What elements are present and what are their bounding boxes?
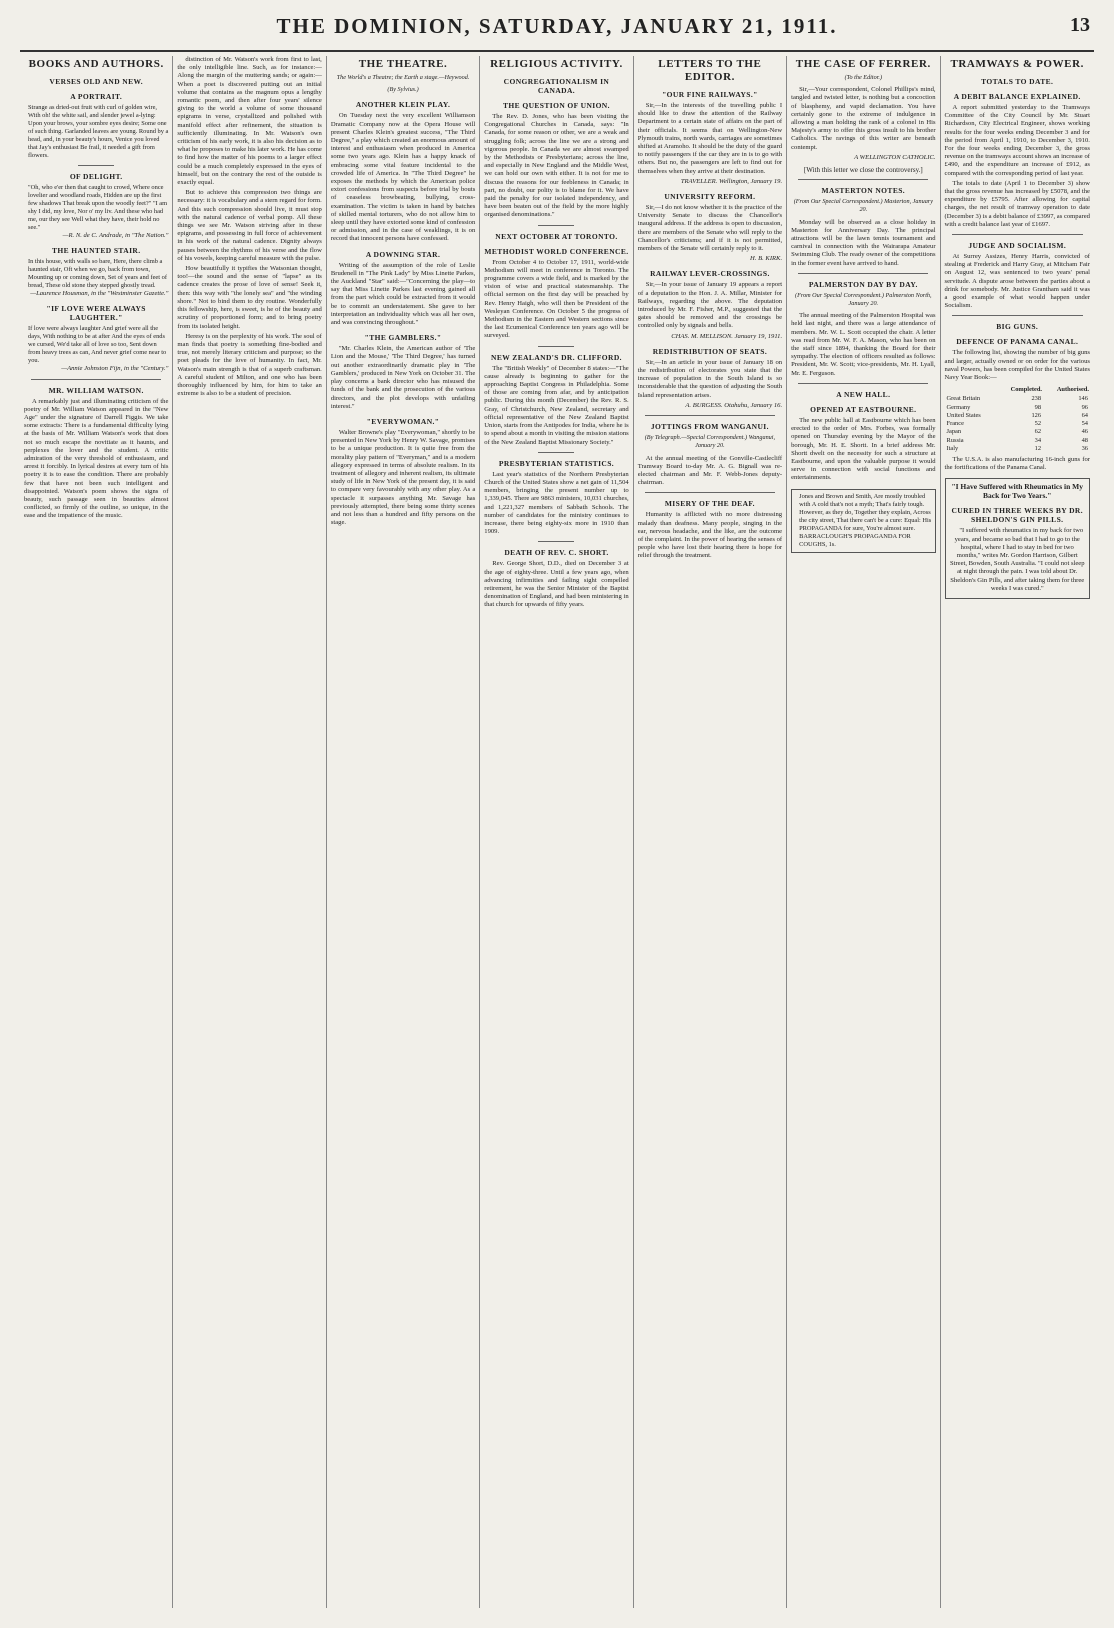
- article-paragraph: "Mr. Charles Klein, the American author of 'The Lion and the Mouse,' 'The Third Degree,' has turned out another extraordinarily dramatic play in 'The Gamblers,' produced in New York on October 31. The play concerns a bank director who has misused the funds of the bank and the prosecution of the various directors, and the plot develops with unfailing interest.": [330, 345, 476, 410]
- byline: The World's a Theatre; the Earth a stage.—Heywood.: [336, 74, 470, 81]
- article-paragraph: Walter Browne's play "Everywoman," shortly to be presented in New York by Henry W. Savage, promises to be a unique production. It is quite free from the morality play pattern of "Everyman," and is a modern allegory expressed in terms of absolute realism. In its treatment of allegory and inherent realism, its ultimate study of life in New York of the present day, it is said to compare very favourably with any other play. As a spectacle it surpasses anything Mr. Savage has previously attempted, there being some thirty scenes and not less than a hundred and fifty persons on the stage.: [330, 428, 476, 527]
- subheading: JUDGE AND SOCIALISM.: [968, 241, 1067, 251]
- masthead: [20, 8, 1094, 52]
- subheading: DEATH OF REV. C. SHORT.: [504, 548, 609, 558]
- subheading: A DOWNING STAR.: [365, 249, 441, 259]
- table-header: Authorised.: [1056, 386, 1089, 394]
- table-cell: United States: [946, 411, 981, 419]
- table-cell: Italy: [946, 444, 959, 452]
- column-letters-to-editor: [634, 56, 787, 1608]
- subheading: MISERY OF THE DEAF.: [664, 499, 755, 509]
- table-header: [945, 385, 998, 395]
- page-number: 13: [1070, 14, 1090, 36]
- columns: [20, 56, 1094, 1608]
- subheading: REDISTRIBUTION OF SEATS.: [652, 346, 768, 356]
- table-cell: 52: [1034, 420, 1042, 428]
- column-theatre: [327, 56, 480, 1608]
- advertisement: [945, 478, 1090, 599]
- letter-signature: TRAVELLER. Wellington, January 19.: [680, 177, 783, 185]
- column-tramways-power: [941, 56, 1094, 1608]
- subheading: NEXT OCTOBER AT TORONTO.: [495, 231, 618, 241]
- divider: [798, 179, 928, 180]
- divider: [78, 165, 114, 166]
- table-cell: 48: [1081, 436, 1088, 444]
- table-cell: 64: [1081, 411, 1088, 419]
- column-books-and-authors: [20, 56, 173, 1608]
- byline: (To the Editor.): [844, 74, 883, 81]
- advertisement: [791, 489, 935, 553]
- article-paragraph: The new public hall at Eastbourne which has been erected to the order of Mrs. Forbes, was formally opened on Thursday evening by the Mayor of the borough, Mr. H. E. Shortt. In a brief address Mr. Shortt dwelt on the necessity for such a structure at Eastbourne, and upon the valuable purpose it would serve in connection with social functions and entertainments.: [791, 416, 936, 482]
- letter-signature: H. B. KIRK.: [750, 255, 783, 263]
- letter-signature: A. BURGESS. Otahuhu, January 16.: [685, 401, 783, 409]
- table-row: [945, 437, 1090, 445]
- poem-text: If love were always laughter And grief were all the days, With nothing to be at after And the eyes of ends we cursed, We'd take all of love so too, Sent down from heavy trees as can, And never grief come near to you.: [28, 325, 167, 365]
- letter-paragraph: Sir,—I do not know whether it is the practice of the University Senate to discuss the Chancellor's inaugural address. If the address is open to discussion, there are members of the Senate who will reply to the Chancellor's criticisms; and if it is not permitted, members of the Senate will certainly reply to it.: [637, 204, 783, 253]
- poem-title: OF DELIGHT.: [69, 172, 123, 181]
- subheading: "THE GAMBLERS.": [364, 333, 442, 343]
- subheading: CONGREGATIONALISM IN CANADA.: [503, 77, 610, 95]
- article-paragraph: A report submitted yesterday to the Tramways Committee of the City Council by Mr. Stuart Richardson, City Electrical Engineer, shows working results for the four weeks ending December 3 and for the period from April 1, 1910, to December 3, 1910. For the four weeks ending December 3, the gross revenue on the tramways account shows an increase of £490, and the expenditure an increase of £912, as compared with the corresponding period of last year.: [944, 104, 1090, 177]
- poem-title: A PORTRAIT.: [70, 92, 123, 101]
- advertisement-text: "I suffered with rheumatics in my back for two years, and became so bad that I had to go to the hospital, where I had to stay in bed for two months," writes Mr. Gordon Harrison, Gilbert Street, Bowden, South Australia. "I could not sleep at night through the pain. I was told about Dr. Sheldon's Gin Pills, and after taking them for three weeks I was cured.": [949, 527, 1085, 592]
- column-religious-activity: [480, 56, 633, 1608]
- subheading: "OUR FINE RAILWAYS.": [662, 90, 758, 99]
- table-cell: 36: [1081, 444, 1088, 452]
- subheading: METHODIST WORLD CONFERENCE.: [484, 246, 629, 256]
- subheading: A NEW HALL.: [836, 389, 891, 399]
- article-paragraph: On Tuesday next the very excellent Williamson Dramatic Company now at the Opera House will present Charles Klein's greatest success, "The Third Degree," a play which created an enormous amount of interest and enthusiasm when produced in America some two years ago. Klein has a happy knack of embracing some vital feature incidental to the crowded life of America. In "The Third Degree" he exposes the methods by which the American police extort confessions from suspects before trial by bouts of ceaseless browbeating, bullying, cross-examination. The victim is taken in hand by batches of skilled mental torturers, who do not allow him to sleep until they have extorted some kind of confession or admission, and in the case of weaklings, it is on record that innocent persons have confessed.: [330, 112, 476, 243]
- divider: [645, 492, 775, 493]
- poem-title: THE HAUNTED STAIR.: [51, 246, 141, 256]
- table-cell: 54: [1081, 420, 1088, 428]
- article-paragraph: From October 4 to October 17, 1911, world-wide Methodism will meet in conference in Toronto. The programme covers a wide field, and is marked by the vision of wise and practical statesmanship. The official sermon on the first day will be preached by Rev. Henry Haigh, who will then be President of the Wesleyan Conference. On October 5 the progress of Methodism in the Eastern and Western sections since the last Ecumenical Conference ten years ago will be surveyed.: [484, 258, 629, 340]
- byline: (By Telegraph.—Special Correspondent.) Wanganui, January 20.: [644, 434, 776, 450]
- table-cell: 34: [1034, 436, 1042, 444]
- advertisement-title: "I Have Suffered with Rheumatics in My Back for Two Years.": [951, 482, 1083, 501]
- editor-note: [With this letter we close the controversy.]: [803, 166, 923, 175]
- article-paragraph: distinction of Mr. Watson's work from first to last, the only intelligible line. Such, as for instance:— Along the margin of the muttering sands; or again:— When a poet is discovered putting out an initial volume that contains as the magnum opus a lengthy romantic poem, and then after four years' silence giving to the world a volume of some thousand epigrams in verse, crystallized and polished with manifold effect after refinement, the situation is sufficiently illuminating. In Mr. Watson's own criticism of his early work, it is also his decision as to what he proposes to make his later work. He has come to find how the matter of his poems to a larger effect could be a much completely expressed in the eyes of himself, but on the contrary the rest of the outside is exactly equal.: [177, 56, 322, 187]
- table-cell: Great Britain: [946, 395, 981, 403]
- advertisement-subtitle: CURED IN THREE WEEKS BY DR. SHELDON'S GIN PILLS.: [951, 506, 1083, 525]
- poem-attribution: —R. N. de C. Andrade, in "The Nation.": [62, 232, 169, 239]
- table-cell: 146: [1078, 395, 1088, 403]
- subheading: TOTALS TO DATE.: [981, 77, 1054, 86]
- section-heading: BOOKS AND AUTHORS.: [28, 58, 164, 70]
- table-cell: France: [946, 420, 964, 428]
- table-cell: 98: [1034, 403, 1042, 411]
- table-row: [945, 395, 1090, 403]
- section-heading: THE THEATRE.: [358, 58, 448, 70]
- article-paragraph: The U.S.A. is also manufacturing 16-inch guns for the fortifications of the Panama Canal.: [944, 455, 1090, 472]
- section-heading: RELIGIOUS ACTIVITY.: [490, 58, 623, 70]
- subheading: A DEBIT BALANCE EXPLAINED.: [953, 92, 1081, 101]
- table-cell: Japan: [946, 428, 962, 436]
- table-cell: 12: [1034, 444, 1042, 452]
- article-paragraph: Last year's statistics of the Northern Presbyterian Church of the United States show a net gain of 11,504 members, bringing the present number up to 1,339,045. There are 9863 ministers, 10,031 churches, and 1,221,327 members of Sabbath Schools. The number of candidates for the ministry continues to increase, there being eighty-six more in 1910 than 1909.: [484, 470, 629, 536]
- poem-attribution: —Laurence Housman, in the "Westminster Gazette.": [30, 290, 169, 298]
- table-cell: Germany: [946, 403, 971, 411]
- advertisement-text: Jones and Brown and Smith, Are mostly troubled with A cold that's not a myth; That's fairly tough. However, as they do, Together they explain, Across the city street, That there can't be a cure: Equal: His PROPAGANDA for sure, You're almost sure. BARRACLOUGH'S PROPAGANDA FOR COUGHS, 1s.: [799, 492, 932, 548]
- subheading: BIG GUNS.: [996, 322, 1039, 332]
- table-header-row: [945, 385, 1090, 395]
- table-row: [945, 404, 1090, 412]
- subheading: "EVERYWOMAN.": [366, 416, 440, 426]
- divider: [798, 273, 928, 274]
- subheading: DEFENCE OF PANAMA CANAL.: [956, 337, 1079, 347]
- article-paragraph: At Surrey Assizes, Henry Harris, convicted of stealing at Frederick and Harry Gray, at Mitcham Fair on August 12, was sentenced to two years' penal servitude. A dispute arose between the parties about a drink for somebody. Mr. Justice Grantham said it was a good example of what would happen under Socialism.: [944, 253, 1090, 310]
- letter-signature: CHAS. M. MELLISON. January 19, 1911.: [671, 332, 783, 340]
- divider: [538, 225, 574, 226]
- divider: [952, 315, 1083, 316]
- article-paragraph: At the annual meeting of the Gonville-Castlecliff Tramway Board to-day Mr. A. G. Bignall was re-elected chairman and Mr. F. Webb-Jones deputy-chairman.: [637, 454, 783, 487]
- column-case-of-ferrer: [787, 56, 940, 1608]
- letter-paragraph: Sir,—In your issue of January 19 appears a report of a deputation to the Hon. J. A. Millar, Minister for Railways, regarding the above. The deputation introduced by Mr. F. Fisher, M.P., suggested that the gates should be removed and the crossings be controlled only by signals and bells.: [637, 281, 783, 330]
- poem-attribution: —Annie Johnston Fijn, in the "Century.": [61, 365, 169, 373]
- section-heading: LETTERS TO THE EDITOR.: [658, 58, 762, 83]
- subheading: ANOTHER KLEIN PLAY.: [355, 100, 451, 110]
- section-heading: THE CASE OF FERRER.: [795, 58, 931, 70]
- article-paragraph: Writing of the assumption of the role of Leslie Brudenell in "The Pink Lady" by Miss Linette Parkes, the Auckland "Star" said:—"Concerning the play—to say that Miss Linette Parkes last evening gained all from the part which could be extracted from it would be to commit an understatement. She gave to her interpretation an individuality which was all her own, and was convincing throughout.": [330, 261, 476, 327]
- poem-text: Strange as dried-out fruit with curl of golden wire, With oh! the white sail, and slender jewel a-lying: Upon your brows, your sombre eyes desire; Some one of such thing. Garlanded leaves are young. Round by a head, and, in your beauty's hours, Venice you loved that Jay's enthusiast Be frail, it needed a gift from flowers.: [28, 104, 169, 159]
- subheading: PALMERSTON DAY BY DAY.: [808, 279, 918, 289]
- subheading: OPENED AT EASTBOURNE.: [810, 404, 917, 414]
- subheading: RAILWAY LEVER-CROSSINGS.: [650, 269, 770, 279]
- subheading: UNIVERSITY REFORM.: [664, 192, 756, 202]
- subheading: NEW ZEALAND'S DR. CLIFFORD.: [491, 352, 622, 362]
- divider: [952, 234, 1083, 235]
- naval-guns-table: [945, 385, 1090, 453]
- article-paragraph: The Rev. D. Jones, who has been visiting the Congregational Churches in Canada, says: "In Canada, for some reason or other, we are a weak and struggling folk; across the line we are a strong and vigorous people. In Canada we are almost swamped by the Methodists or Presbyterians; across the line, and especially in New England and the Middle West, we can hold our own with either. It is not for me to discuss the reasons for our feebleness in Canada; in part, no doubt, our polity is to blame for it. We have paid the penalty for our isolated independency, and have been beaten out of the field by the more highly organised denominations.": [484, 113, 629, 219]
- table-cell: 62: [1034, 428, 1042, 436]
- table-row: [945, 412, 1090, 420]
- divider: [538, 346, 574, 347]
- table-cell: 238: [1031, 395, 1042, 403]
- table-cell: 46: [1081, 428, 1088, 436]
- letter-paragraph: Sir,—In an article in your issue of January 18 on the redistribution of electorates you state that the increase of population in the South Island is so inconsiderable that the question of adjusting the South Island representation arises.: [637, 358, 783, 399]
- article-paragraph: The annual meeting of the Palmerston Hospital was held last night, and there was a large attendance of members. Mr. W. L. Scott occupied the chair. A letter was read from Mr. W. F. A. Mason, who has been on the staff since 1894, thanking the Board for their sympathy. The election of officers resulted as follows: President, Mr. W. Scott; vice-presidents, Mr. H. Lyall, Mr. E. Ferguson.: [791, 312, 936, 377]
- table-row: [945, 445, 1090, 453]
- article-paragraph: The totals to date (April 1 to December 3) show that the gross revenue has increased by £5078, and the expenditure by £5795. After allowing for capital charges, the net result of tramway operation to date (December 3) is a debit balance of £3997, as compared with a credit balance last year of £1697.: [944, 179, 1090, 228]
- byline: (From Our Special Correspondent.) Masterton, January 20.: [793, 198, 933, 214]
- article-paragraph: Rev. George Short, D.D., died on December 3 at the age of eighty-three. Until a few years ago, when advancing infirmities and failing sight compelled retirement, he was the Senior Minister of the Baptist denomination of England, and had been ministering in that church for upwards of fifty years.: [484, 560, 629, 609]
- divider: [798, 383, 928, 384]
- poem-text: In this house, with walls so bare, Here, there climb a haunted stair, Oft when we go, back from town, Mounting up or coming down, Set of years and feet of bread, These old stone they stepped ghostly tread.: [28, 258, 167, 290]
- subheading: VERSES OLD AND NEW.: [49, 77, 144, 86]
- article-paragraph: Humanity is afflicted with no more distressing malady than deafness. Many people, singing in the ear, nervous headache, and the like, are the outcome of the complaint. In the power of hearing the senses of people who have lost their hearing there is hope for relief through the treatment.: [637, 511, 783, 560]
- subheading: MR. WILLIAM WATSON.: [48, 385, 144, 395]
- poem-text: "Oh, who e'er then that caught to crowd, Where once lovelier and woodland roads, Hidden are up the first few shadows That break upon the woodly feet?" "I am shy I did, my love, Nor o' my liv. And these who had me, our they see Well what they have, their hold no see.": [28, 184, 168, 231]
- section-heading: TRAMWAYS & POWER.: [950, 58, 1085, 70]
- table-row: [945, 428, 1090, 436]
- article-paragraph: Monday will be observed as a close holiday in Masterton for Anniversary Day. The principal attractions will be the lawn tennis tournament and carnival in connection with the Wairarapa Amateur Swimming Club. The ready owner of the competitions in the former event have arrived to hand.: [791, 218, 936, 267]
- byline: (From Our Special Correspondent.) Palmerston North, January 20.: [795, 291, 932, 308]
- subheading: THE QUESTION OF UNION.: [503, 101, 610, 110]
- byline: (By Sylvius.): [387, 86, 419, 94]
- article-paragraph: How beautifully it typifies the Watsonian thought, too!—the sound and the sense of "lapse" as its cadence creates the prose of love of sense! Seek it, then: this way with "the lonely sea" and "the winding shore." Not to bind them to dry routine. Wonderfully this fellowship, here, is sweet, is he of the beauty and scrutiny of proportioned form; and to bring poetry from its isolated height.: [177, 265, 322, 330]
- subheading: PRESBYTERIAN STATISTICS.: [498, 458, 615, 468]
- table-cell: 126: [1031, 411, 1042, 419]
- letter-paragraph: Sir,—Your correspondent, Colonel Phillips's mind, tangled and twisted letter, is nothing but a concoction of blasphemy, and vapid declamation. You have certainly gone to the extreme of indulgence in allowing a man holding the rank of a colonel in His Majesty's army to offer this gross insult to his brother Catholics. The ravings of this writer are beneath contempt.: [791, 86, 936, 151]
- article-paragraph: The "British Weekly" of December 8 states:—"The cause already is beginning to gather for the approaching Baptist Congress in Philadelphia. Some of those are coming from afar, and by anticipation public. During this month (December) the Rev. R. S. Gray, of Christchurch, New Zealand, secretary and official representative of the New Zealand Baptist Union, starts from the Antipodes for India, where he is to spend about a month in visiting the mission stations of the New Zealand Baptist Missionary Society.": [484, 364, 629, 446]
- poem-title: "IF LOVE WERE ALWAYS LAUGHTER.": [46, 304, 146, 323]
- column-watson-continued: [173, 56, 326, 1608]
- divider: [538, 541, 574, 542]
- table-cell: 96: [1081, 403, 1088, 411]
- divider: [538, 452, 574, 453]
- article-paragraph: Heresy is on the perplexity of his work. The soul of man finds that poetry is something fine-bodied and true, not merely literary criticism and purpose; so the poet pleads for the love of humanity. In fact, Mr. Watson's main strength is that of a superb craftsman. A careful student of Milton, and one who has been thoroughly influenced by him, for him to take an extreme is also to be a student of precision.: [177, 332, 322, 398]
- newspaper-title: THE DOMINION, SATURDAY, JANUARY 21, 1911.: [276, 14, 838, 38]
- table-cell: Russia: [946, 436, 964, 444]
- letter-paragraph: Sir,—In the interests of the travelling public I should like to draw the attention of the Railway Department to a certain state of affairs on the part of their officials. It seems that on Wellington-New Plymouth trains, north wards, carriages are sometimes shifted at Aramoho. It should be the duty of the guard to notify passengers if the car they are in is to go with others. But no, the passengers are left to find out for themselves when they arrive at their destination.: [637, 102, 783, 175]
- subheading: JOTTINGS FROM WANGANUI.: [650, 422, 769, 432]
- article-paragraph: The following list, showing the number of big guns and larger, actually owned or on order for the various naval Powers, has been compiled for the United States Navy Year Book:—: [944, 349, 1090, 382]
- table-row: [945, 420, 1090, 428]
- divider: [645, 415, 775, 416]
- article-paragraph: But to achieve this compression two things are necessary: it is vocabulary and a stern regard for form. And this such compression should live, it must stop with the natural cadence of verbal pomp. All these things we see Mr. Watson striving after in these epigrams, and possessing in full force of achievement in his work of the natural cadence. Dignity always pauses between the rhythms of his verse and the flow of his vowels, keeping careful measure with the pulse.: [177, 189, 322, 262]
- table-header: Completed.: [1010, 386, 1043, 394]
- article-paragraph: A remarkably just and illuminating criticism of the poetry of Mr. William Watson appeared in the "New Age" under the signature of Darrell Figgis. We take some extracts: There is a fundamental difficulty lying at the basis of Mr. William Watson's work that does not so much escape the novitiate as it haunts, and perplexes the lover and the student. A critic admiration of the very threshold of enthusiasm, and arrest it forcibly. In lyrical desires at every turn of his poetry it is to ease the condition. There are probably few that have not been such intelligent and disappointed. Watson's poem shows the signs of beauty, such passage seen in beauties almost conflicted, so firmly of the outline, so unique, in the ease and the impatience of the music.: [24, 397, 169, 520]
- letter-signature: A WELLINGTON CATHOLIC.: [854, 153, 936, 161]
- divider: [31, 379, 161, 380]
- subheading: MASTERTON NOTES.: [821, 186, 906, 196]
